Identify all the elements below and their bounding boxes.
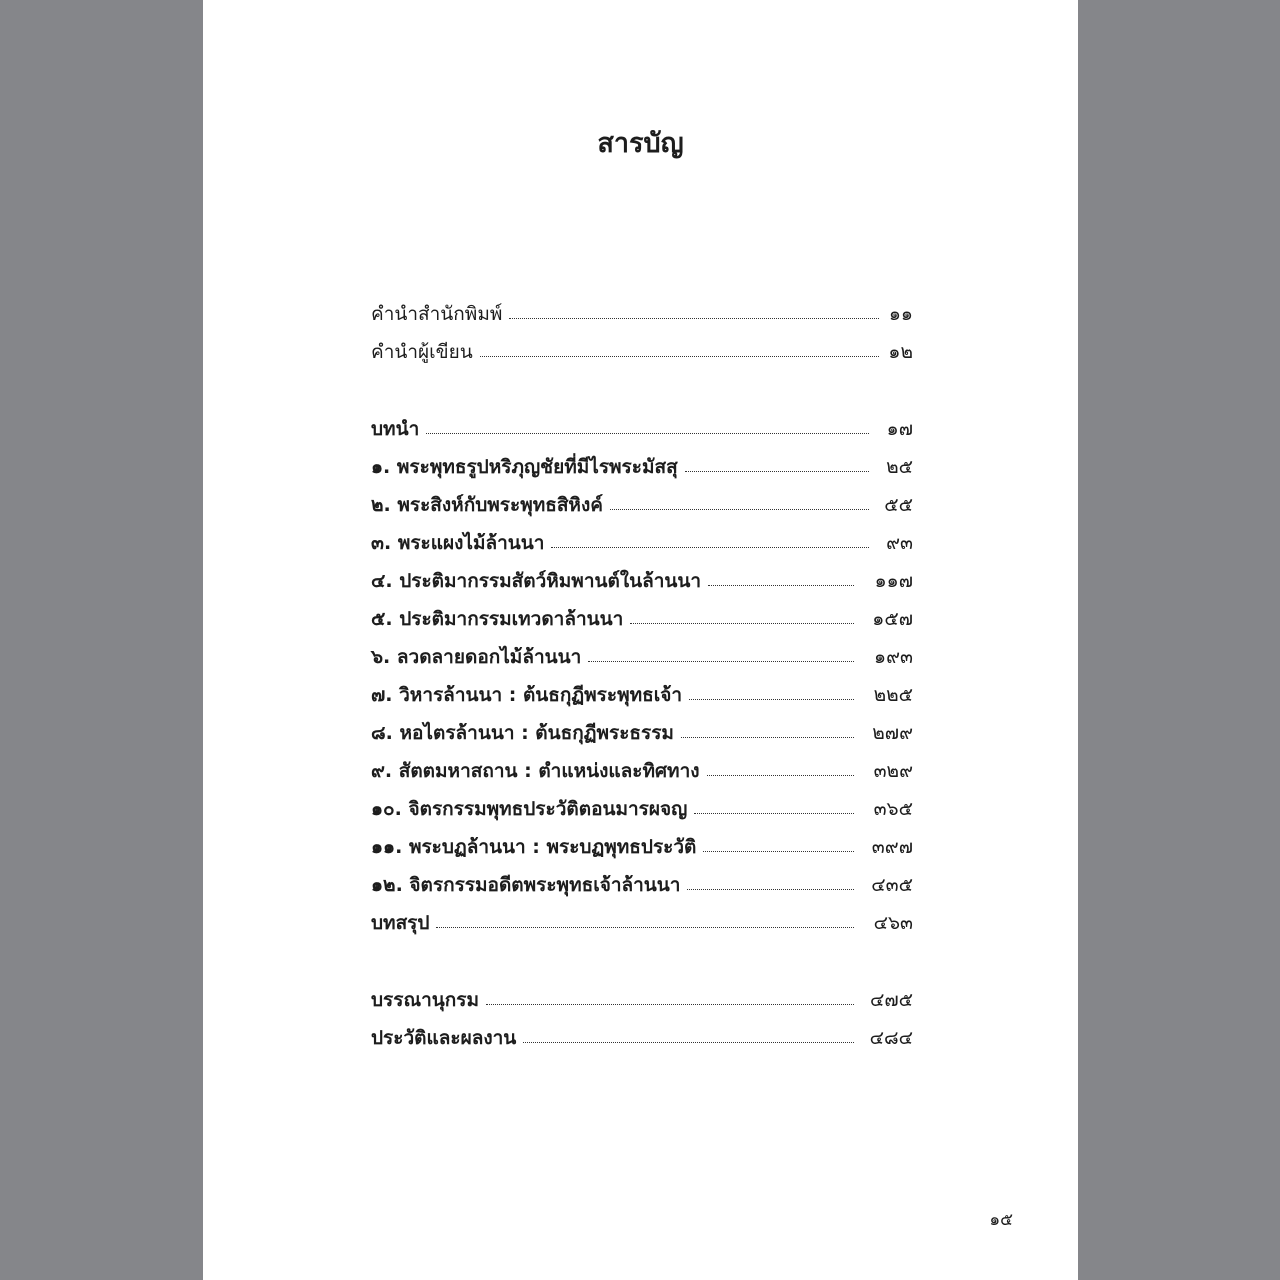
- toc-entry-chapter-10: [371, 792, 913, 822]
- toc-entry-chapter-5: [371, 602, 913, 632]
- toc-entry-chapter-1: [371, 450, 913, 480]
- dot-leader: [486, 1004, 854, 1005]
- toc-page-number: ๑๙๓: [874, 646, 913, 668]
- dot-leader: [551, 547, 869, 548]
- toc-entry-chapter-9: [371, 754, 913, 784]
- toc-label: ๓. พระแผงไม้ล้านนา: [371, 532, 545, 554]
- dot-leader: [681, 737, 854, 738]
- toc-page-number: ๑๗: [886, 418, 913, 440]
- toc-page-number: ๔๓๕: [871, 874, 913, 896]
- toc-entry-bibliography: [371, 983, 913, 1013]
- toc-label: ๑๒. จิตรกรรมอดีตพระพุทธเจ้าล้านนา: [371, 874, 681, 896]
- dot-leader: [436, 927, 854, 928]
- toc-label: ๕. ประติมากรรมเทวดาล้านนา: [371, 608, 624, 630]
- toc-label: ประวัติและผลงาน: [371, 1027, 517, 1049]
- toc-entry-chapter-11: [371, 830, 913, 860]
- dot-leader: [523, 1042, 854, 1043]
- toc-label: ๖. ลวดลายดอกไม้ล้านนา: [371, 646, 582, 668]
- dot-leader: [707, 775, 854, 776]
- toc-entry-chapter-6: [371, 640, 913, 670]
- toc-label: คำนำผู้เขียน: [371, 341, 473, 363]
- toc-entry-author-foreword: [371, 335, 913, 365]
- dot-leader: [694, 813, 854, 814]
- toc-label: ๑๐. จิตรกรรมพุทธประวัติตอนมารผจญ: [371, 798, 688, 820]
- toc-page-number: ๒๗๙: [872, 722, 913, 744]
- toc-page-number: ๔๘๔: [869, 1027, 913, 1049]
- dot-leader: [630, 623, 854, 624]
- toc-page-number: ๓๒๙: [873, 760, 913, 782]
- dot-leader: [703, 851, 854, 852]
- dot-leader: [480, 356, 879, 357]
- toc-entry-chapter-12: [371, 868, 913, 898]
- toc-page-number: ๙๓: [886, 532, 913, 554]
- toc-entry-chapter-3: [371, 526, 913, 556]
- dot-leader: [610, 509, 869, 510]
- toc-entry-chapter-4: [371, 564, 913, 594]
- toc-label: บรรณานุกรม: [371, 989, 479, 1011]
- toc-label: บทนำ: [371, 418, 420, 440]
- toc-entry-author-biography: [371, 1021, 913, 1051]
- toc-label: บทสรุป: [371, 912, 430, 934]
- toc-label: ๑. พระพุทธรูปหริภุญชัยที่มีไรพระมัสสุ: [371, 456, 678, 478]
- page-title: สารบัญ: [597, 128, 684, 159]
- toc-label: ๔. ประติมากรรมสัตว์หิมพานต์ในล้านนา: [371, 570, 702, 592]
- dot-leader: [509, 318, 879, 319]
- dot-leader: [687, 889, 854, 890]
- toc-label: ๒. พระสิงห์กับพระพุทธสิหิงค์: [371, 494, 603, 516]
- dot-leader: [426, 433, 869, 434]
- toc-label: ๘. หอไตรล้านนา : ต้นธกุฏีพระธรรม: [371, 722, 674, 744]
- toc-label: ๙. สัตตมหาสถาน : ตำแหน่งและทิศทาง: [371, 760, 700, 782]
- dot-leader: [685, 471, 869, 472]
- toc-page-number: ๕๕: [884, 494, 913, 516]
- toc-entry-publisher-foreword: [371, 297, 913, 327]
- dot-leader: [708, 585, 854, 586]
- page-number: ๑๕: [989, 1210, 1013, 1230]
- toc-page-number: ๓๖๕: [873, 798, 913, 820]
- toc-page-number: ๑๑: [888, 303, 913, 325]
- toc-page-number: ๒๕: [886, 456, 913, 478]
- toc-page-number: ๒๒๕: [873, 684, 913, 706]
- toc-page-number: ๑๑๗: [874, 570, 913, 592]
- toc-entry-chapter-8: [371, 716, 913, 746]
- toc-label: ๗. วิหารล้านนา : ต้นธกุฏีพระพุทธเจ้า: [371, 684, 683, 706]
- toc-entry-conclusion: [371, 906, 913, 936]
- toc-label: ๑๑. พระบฏล้านนา : พระบฏพุทธประวัติ: [371, 836, 697, 858]
- toc-page-number: ๓๙๗: [871, 836, 913, 858]
- toc-label: คำนำสำนักพิมพ์: [371, 303, 503, 325]
- toc-page-number: ๔๗๕: [869, 989, 913, 1011]
- toc-entry-chapter-7: [371, 678, 913, 708]
- toc-page-number: ๔๖๓: [873, 912, 913, 934]
- book-page: [203, 0, 1078, 1280]
- dot-leader: [689, 699, 854, 700]
- dot-leader: [588, 661, 854, 662]
- toc-entry-introduction: [371, 412, 913, 442]
- toc-page-number: ๑๕๗: [872, 608, 913, 630]
- toc-page-number: ๑๒: [888, 341, 913, 363]
- toc-entry-chapter-2: [371, 488, 913, 518]
